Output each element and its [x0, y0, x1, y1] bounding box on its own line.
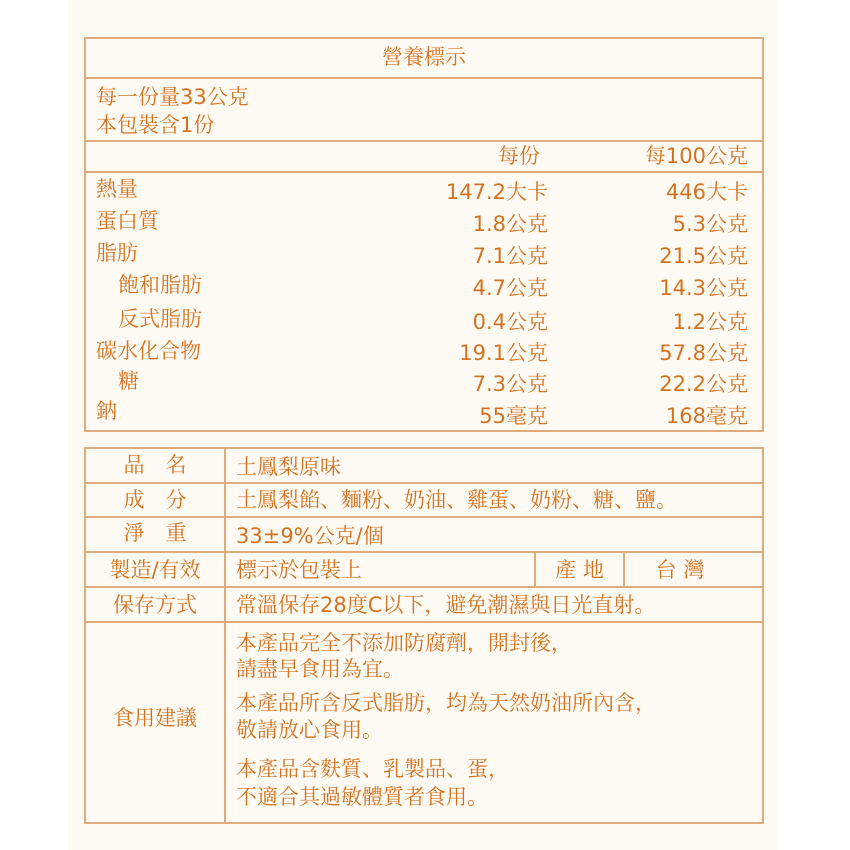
origin-value: 台 灣 — [655, 558, 705, 582]
nutrient-per-100g: 57.8公克 — [659, 341, 748, 365]
divider — [84, 621, 764, 623]
nutrition-title: 營養標示 — [382, 45, 466, 69]
advice-line: 本產品含麩質、乳製品、蛋， — [236, 757, 509, 781]
nutrient-per-100g: 446大卡 — [665, 180, 748, 204]
advice-line: 不適合其過敏體質者食用。 — [236, 785, 488, 809]
nutrient-per-100g: 21.5公克 — [659, 244, 748, 268]
divider — [84, 482, 764, 484]
divider — [84, 77, 764, 79]
ingredients-label: 成 分 — [123, 488, 187, 512]
net-weight-value: 33±9%公克/個 — [236, 524, 384, 548]
nutrient-name: 脂肪 — [96, 241, 138, 265]
nutrient-per-serving: 55毫克 — [479, 404, 548, 428]
servings-per-pack: 本包裝含1份 — [96, 113, 215, 137]
divider — [224, 447, 226, 824]
advice-line: 本產品所含反式脂肪，均為天然奶油所內含， — [236, 691, 656, 715]
origin-label: 產 地 — [555, 558, 604, 582]
divider — [84, 586, 764, 588]
divider — [84, 171, 764, 173]
expiry-value: 標示於包裝上 — [236, 558, 362, 582]
nutrient-per-100g: 14.3公克 — [659, 276, 748, 300]
nutrient-per-100g: 168毫克 — [665, 404, 748, 428]
divider — [84, 516, 764, 518]
nutrient-name: 碳水化合物 — [96, 339, 201, 363]
ingredients-value: 土鳳梨餡、麵粉、奶油、雞蛋、奶粉、糖、鹽。 — [236, 488, 677, 512]
nutrient-per-serving: 7.1公克 — [472, 244, 548, 268]
serving-size: 每一份量33公克 — [96, 85, 249, 109]
expiry-label: 製造/有效 — [109, 558, 201, 582]
col-per-100g: 每100公克 — [644, 144, 748, 168]
nutrient-per-serving: 0.4公克 — [472, 310, 548, 334]
nutrient-per-serving: 4.7公克 — [472, 276, 548, 300]
storage-value: 常溫保存28度C以下，避免潮濕與日光直射。 — [236, 593, 656, 617]
nutrient-per-serving: 19.1公克 — [459, 341, 548, 365]
divider — [84, 140, 764, 142]
nutrient-name: 鈉 — [96, 399, 117, 423]
divider — [84, 551, 764, 553]
advice-line: 敬請放心食用。 — [236, 718, 383, 742]
nutrient-per-100g: 22.2公克 — [659, 372, 748, 396]
nutrient-per-serving: 1.8公克 — [472, 212, 548, 236]
advice-label: 食用建議 — [113, 706, 197, 730]
net-weight-label: 淨 重 — [123, 521, 187, 545]
product-name-value: 土鳳梨原味 — [236, 455, 341, 479]
storage-label: 保存方式 — [113, 593, 197, 617]
nutrient-name: 蛋白質 — [96, 209, 159, 233]
nutrient-per-serving: 7.3公克 — [472, 372, 548, 396]
nutrient-per-100g: 5.3公克 — [672, 212, 748, 236]
nutrient-name: 反式脂肪 — [118, 307, 202, 331]
nutrient-name: 糖 — [118, 369, 139, 393]
advice-line: 本產品完全不添加防腐劑，開封後， — [236, 631, 572, 655]
nutrient-name: 飽和脂肪 — [118, 273, 202, 297]
col-per-serving: 每份 — [498, 144, 540, 168]
nutrient-name: 熱量 — [96, 177, 138, 201]
nutrient-per-100g: 1.2公克 — [672, 310, 748, 334]
advice-line: 請盡早食用為宜。 — [236, 657, 404, 681]
product-name-label: 品 名 — [123, 453, 187, 477]
nutrient-per-serving: 147.2大卡 — [445, 180, 548, 204]
